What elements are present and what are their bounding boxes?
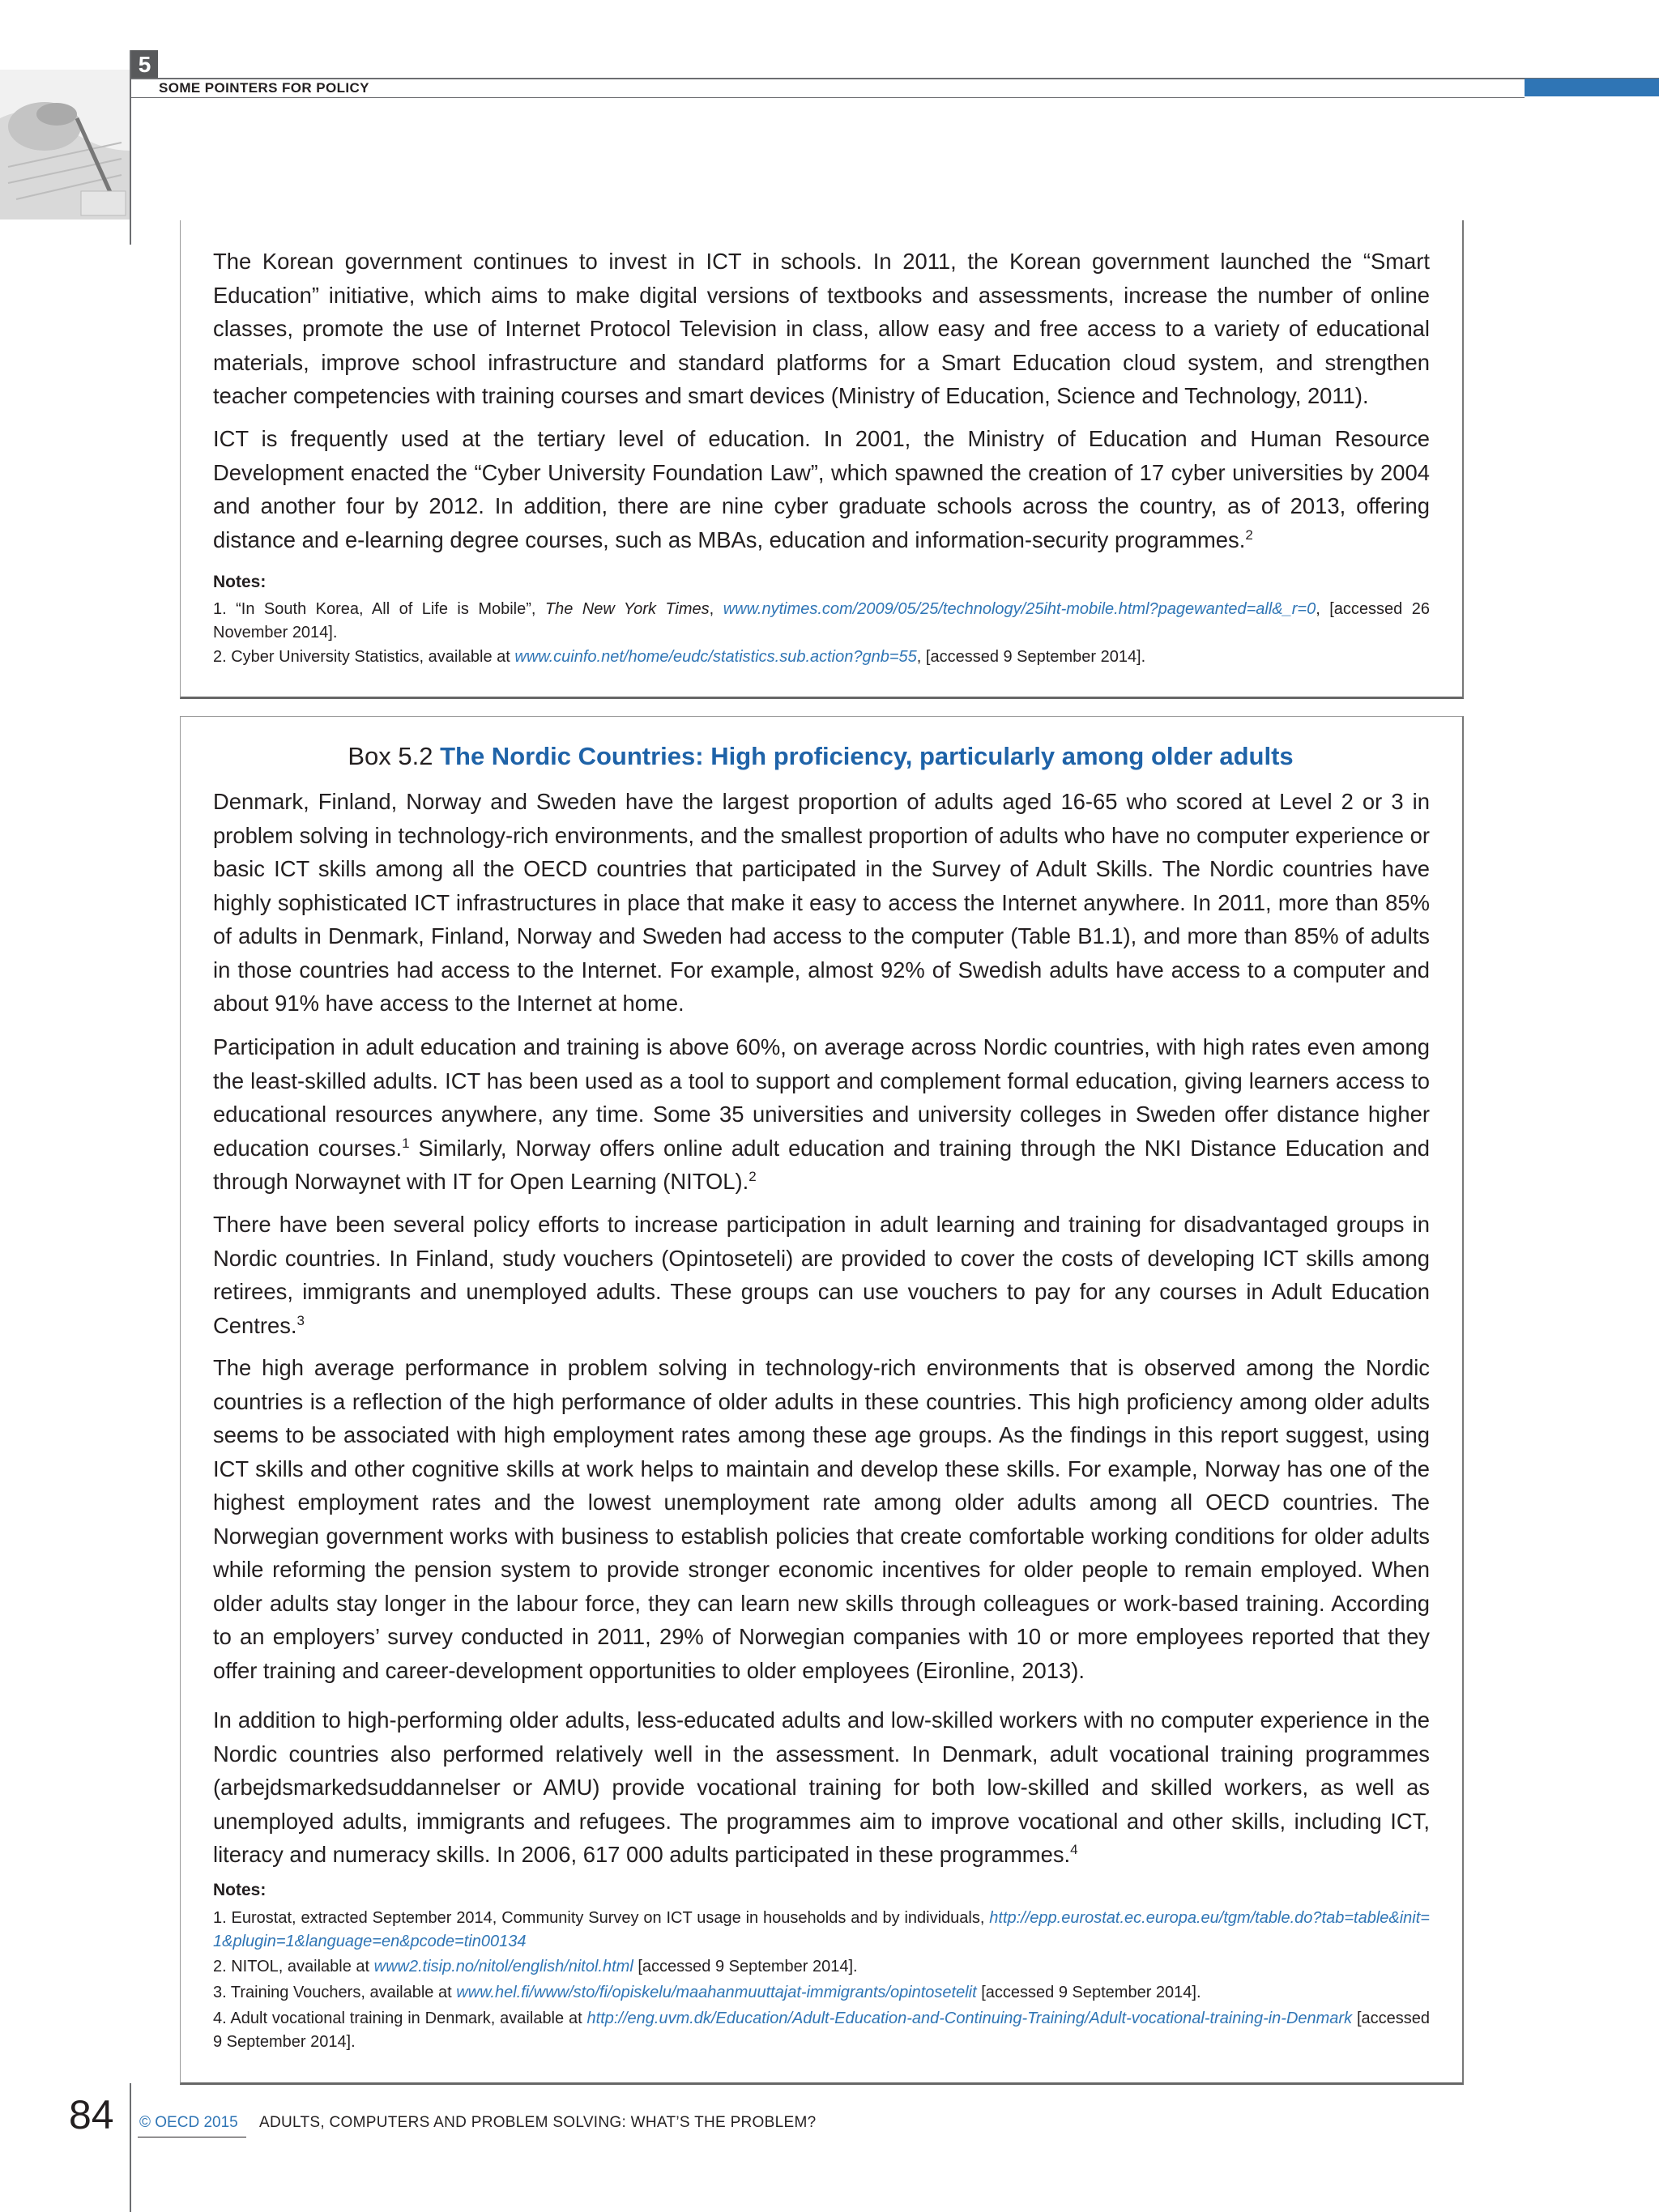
nordic-note-2 [213,1955,1430,1979]
nordic-note-3-accessed: [accessed 9 September 2014]. [976,1984,1201,2001]
nordic-note-3 [213,1981,1430,2005]
nordic-note-4-text: 4. Adult vocational training in Denmark, available at [213,2010,587,2027]
nordic-paragraph-5 [213,1703,1430,1872]
notes-title: Notes: [213,573,267,591]
nordic-paragraph-2b: Similarly, Norway offers online adult education and training through the NKI Distance Education and through Norwaynet with IT for Open Learning (NITOL). [213,1135,1430,1194]
footnote-ref: 2 [1245,526,1253,543]
box-label: Box 5.2 [348,742,433,770]
notes-title: Notes: [213,1881,267,1899]
footer-rule [130,2083,131,2212]
nordic-paragraph-5-text: In addition to high-performing older adults, less-educated adults and low-skilled workers with no computer experience in the Nordic countries also performed relatively well in the assessment. In Denmark, adult vocational training programmes (arbejdsmarkedsuddannelser or AMU) provide vocational training for both low-skilled and skilled workers, as well as unemployed adults, immigrants and refugees. The programmes aim to improve vocational and other skills, including ICT, literacy and numeracy skills. In 2006, 617 000 adults participated in these programmes. [213,1707,1430,1867]
header-accent-bar [1525,79,1659,96]
box-heading [180,742,1461,771]
note-2-accessed: , [accessed 9 September 2014]. [916,648,1146,666]
box-title: The Nordic Countries: High proficiency, particularly among older adults [440,742,1294,770]
chapter-number-tab: 5 [131,50,158,79]
chapter-corner-photo [0,70,130,219]
footnote-ref: 3 [296,1312,305,1328]
note-1 [213,598,1430,645]
nordic-note-2-link[interactable]: www2.tisip.no/nitol/english/nitol.html [373,1958,633,1975]
note-1-text: 1. “In South Korea, All of Life is Mobile”, [213,600,545,618]
footnote-ref: 1 [402,1135,410,1151]
nordic-note-3-link[interactable]: www.hel.fi/www/sto/fi/opiskelu/maahanmuuttajat-immigrants/opintosetelit [456,1984,977,2001]
note-2-link[interactable]: www.cuinfo.net/home/eudc/statistics.sub.action?gnb=55 [514,648,917,666]
korea-paragraph-2 [213,422,1430,556]
note-1-link[interactable]: www.nytimes.com/2009/05/25/technology/25iht-mobile.html?pagewanted=all&_r=0 [723,600,1316,618]
korea-paragraph-1: The Korean government continues to invest in ICT in schools. In 2011, the Korean government launched the “Smart Education” initiative, which aims to make digital versions of textbooks and assessments, increase the number of online classes, promote the use of Internet Protocol Television in class, allow easy and free access to a variety of educational materials, improve school infrastructure and standard platforms for a Smart Education cloud system, and strengthen teacher competencies with training courses and smart devices (Ministry of Education, Science and Technology, 2011). [213,249,1430,408]
book-title: ADULTS, COMPUTERS AND PROBLEM SOLVING: WHAT’S THE PROBLEM? [259,2114,817,2131]
nordic-paragraph-1: Denmark, Finland, Norway and Sweden have the largest proportion of adults aged 16-65 who scored at Level 2 or 3 in problem solving in technology-rich environments, and the smallest proportion of adults who have no computer experience or basic ICT skills among all the OECD countries that participated in the Survey of Adult Skills. The Nordic countries have highly sophisticated ICT infrastructures in place that make it easy to access the Internet anywhere. In 2011, more than 85% of adults in Denmark, Finland, Norway and Sweden had access to the computer (Table B1.1), and more than 85% of adults in those countries had access to the Internet. For example, almost 92% of Swedish adults have access to a computer and about 91% have access to the Internet at home. [213,789,1430,1016]
nordic-note-4-accessed: [accessed 9 September 2014]. [213,2010,1430,2051]
note-2-text: 2. Cyber University Statistics, available at [213,648,515,666]
nordic-paragraph-3 [213,1208,1430,1342]
note-2 [213,646,1430,669]
nordic-paragraph-2 [213,1030,1430,1199]
note-1-publication: The New York Times [544,600,710,618]
nordic-note-1 [213,1907,1430,1954]
note-1-sep: , [709,600,723,618]
header-rule [131,78,1659,79]
nordic-paragraph-2a: Participation in adult education and training is above 60%, on average across Nordic countries, with high rates even among the least-skilled adults. ICT has been used as a tool to support and complement formal education, giving learners access to educational resources anywhere, any time. Some 35 universities and university colleges in Sweden offer distance higher education courses. [213,1034,1430,1161]
note-1-accessed: , [accessed 26 November 2014]. [213,600,1430,641]
nordic-note-4 [213,2007,1430,2054]
footnote-ref: 2 [748,1168,757,1184]
nordic-note-4-link[interactable]: http://eng.uvm.dk/Education/Adult-Education-and-Continuing-Training/Adult-vocational-training-in-Denmark [586,2010,1353,2027]
header-rule-lower [131,97,1525,98]
nordic-note-1-text: 1. Eurostat, extracted September 2014, Community Survey on ICT usage in households and by individuals, [213,1909,990,1927]
nordic-note-2-accessed: [accessed 9 September 2014]. [633,1958,858,1975]
running-section-title: SOME POINTERS FOR POLICY [159,80,369,96]
nordic-note-3-text: 3. Training Vouchers, available at [213,1984,457,2001]
copyright-notice: © OECD 2015 [139,2114,238,2131]
nordic-note-2-text: 2. NITOL, available at [213,1958,374,1975]
nordic-note-1-link[interactable]: http://epp.eurostat.ec.europa.eu/tgm/table.do?tab=table&init=1&plugin=1&language=en&pcode=tin00134 [213,1909,1430,1950]
margin-rule [130,50,131,245]
footnote-ref: 4 [1070,1841,1078,1857]
nordic-paragraph-3-text: There have been several policy efforts to increase participation in adult learning and training for disadvantaged groups in Nordic countries. In Finland, study vouchers (Opintoseteli) are provided to cover the costs of developing ICT skills among retirees, immigrants and unemployed adults. These groups can use vouchers to pay for any courses in Adult Education Centres. [213,1212,1430,1338]
page-number: 84 [69,2092,114,2137]
hand-writing-illustration [0,70,130,219]
nordic-paragraph-4: The high average performance in problem solving in technology-rich environments that is observed among the Nordic countries is a reflection of the high performance of older adults in these countries. This high proficiency among older adults seems to be associated with high employment rates among these age groups. As the findings in this report suggest, using ICT skills and other cognitive skills at work helps to maintain and develop these skills. For example, Norway has one of the highest employment rates and the lowest unemployment rate among older adults among all OECD countries. The Norwegian government works with business to establish policies that create comfortable working conditions for older adults while reforming the pension system to provide stronger economic incentives for older people to remain employed. When older adults stay longer in the labour force, they can learn new skills through colleagues or work-based training. According to an employers’ survey conducted in 2011, 29% of Norwegian companies with 10 or more employees reported that they offer training and career-development opportunities to older employees (Eironline, 2013). [213,1355,1430,1683]
korea-paragraph-2-text: ICT is frequently used at the tertiary level of education. In 2001, the Ministry of Education and Human Resource Development enacted the “Cyber University Foundation Law”, which spawned the creation of 17 cyber universities by 2004 and another four by 2012. In addition, there are nine cyber graduate schools across the country, as of 2013, offering distance and e-learning degree courses, such as MBAs, education and information-security programmes. [213,426,1430,552]
